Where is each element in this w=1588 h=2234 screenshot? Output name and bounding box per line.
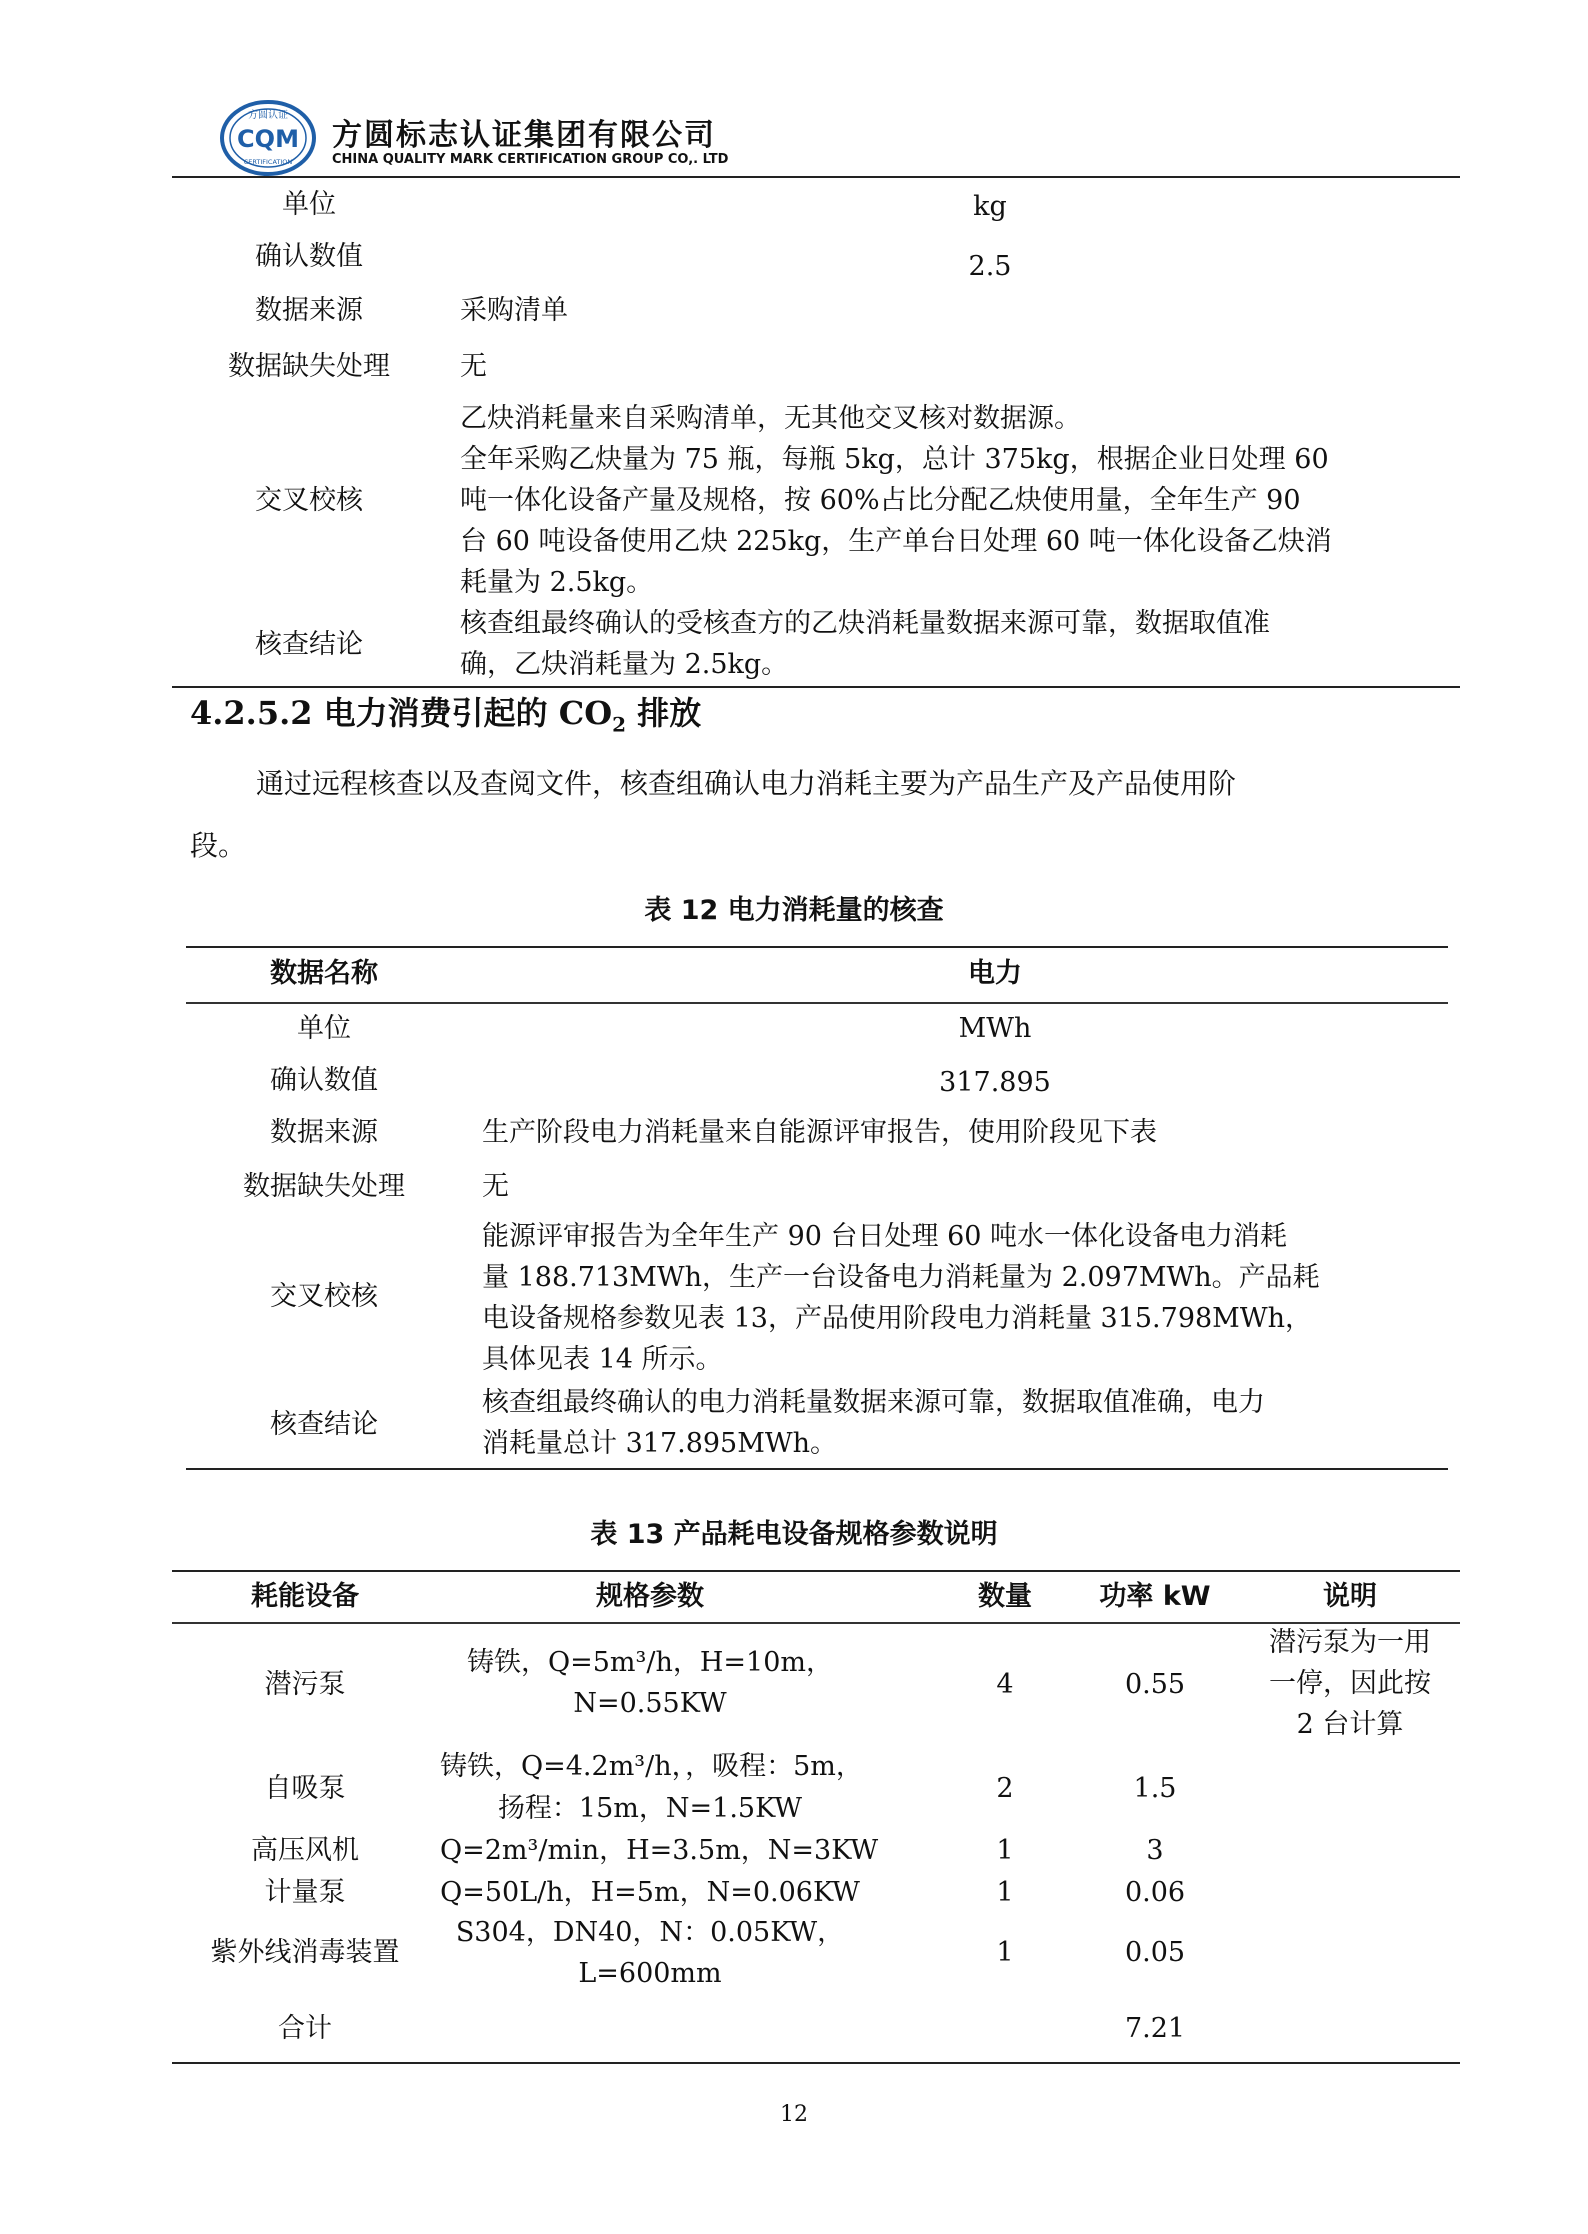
t13-caption: 表 13 产品耗电设备规格参数说明	[590, 1519, 998, 1550]
t12-cross-line-3: 电设备规格参数见表 13，产品使用阶段电力消耗量 315.798MWh，	[482, 1303, 1312, 1334]
t12-confirmed-value: 317.895	[939, 1067, 1051, 1098]
t13-row4-device: 计量泵	[264, 1877, 346, 1908]
page-header	[218, 98, 1458, 176]
t11-cross-line-5: 耗量为 2.5kg。	[460, 567, 654, 598]
t13-header-note: 说明	[1323, 1581, 1377, 1612]
t12-source-label: 数据来源	[270, 1117, 378, 1148]
t13-row1-qty: 4	[996, 1669, 1014, 1700]
t13-row5-spec-2: L=600mm	[578, 1958, 722, 1989]
t13-row4-spec-1: Q=50L/h，H=5m，N=0.06KW	[440, 1877, 860, 1908]
t12-top-rule	[186, 946, 1448, 948]
t13-row5-device: 紫外线消毒装置	[210, 1937, 400, 1968]
t12-cross-line-1: 能源评审报告为全年生产 90 台日处理 60 吨水一体化设备电力消耗	[482, 1221, 1288, 1252]
t13-row3-qty: 1	[996, 1835, 1014, 1866]
t11-cross-line-4: 台 60 吨设备使用乙炔 225kg，生产单台日处理 60 吨一体化设备乙炔消	[460, 526, 1332, 557]
t12-confirmed-label: 确认数值	[270, 1065, 378, 1096]
company-name-en: CHINA QUALITY MARK CERTIFICATION GROUP CO,. LTD	[332, 152, 729, 167]
t13-header-power: 功率 kW	[1099, 1581, 1211, 1612]
t13-row2-power: 1.5	[1133, 1773, 1177, 1804]
t13-row1-device: 潜污泵	[264, 1669, 346, 1700]
company-name-cn: 方圆标志认证集团有限公司	[332, 118, 716, 153]
t12-header-rule	[186, 1002, 1448, 1004]
t11-conclusion-line-1: 核查组最终确认的受核查方的乙炔消耗量数据来源可靠，数据取值准	[460, 608, 1270, 639]
t13-row5-qty: 1	[996, 1937, 1014, 1968]
t12-unit-label: 单位	[297, 1013, 351, 1044]
t12-unit-value: MWh	[958, 1013, 1032, 1044]
t13-row2-spec-2: 扬程：15m，N=1.5KW	[497, 1793, 803, 1824]
t13-top-rule	[172, 1570, 1460, 1572]
t13-row2-device: 自吸泵	[264, 1773, 346, 1804]
svg-text:CERTIFICATION: CERTIFICATION	[243, 158, 293, 166]
t12-missing-value: 无	[482, 1171, 509, 1202]
t12-bottom-rule	[186, 1468, 1448, 1470]
t13-row1-note-1: 潜污泵为一用	[1269, 1627, 1431, 1658]
t13-header-device: 耗能设备	[251, 1581, 359, 1612]
t12-header-value: 电力	[968, 958, 1022, 989]
t12-conclusion-line-2: 消耗量总计 317.895MWh。	[482, 1428, 838, 1459]
header-divider	[172, 176, 1460, 178]
t13-row3-spec-1: Q=2m³/min，H=3.5m，N=3KW	[440, 1835, 879, 1866]
t12-caption: 表 12 电力消耗量的核查	[644, 895, 944, 926]
t13-row1-note-3: 2 台计算	[1296, 1709, 1404, 1740]
t12-missing-label: 数据缺失处理	[243, 1171, 405, 1202]
t13-header-spec: 规格参数	[596, 1581, 704, 1612]
svg-text:方圆认证: 方圆认证	[248, 110, 288, 121]
section-paragraph-line-2: 段。	[190, 829, 247, 862]
t13-row5-spec-1: S304，DN40，N：0.05KW，	[455, 1917, 845, 1948]
section-paragraph-line-1: 通过远程核查以及查阅文件，核查组确认电力消耗主要为产品生产及产品使用阶	[256, 767, 1237, 800]
t13-row4-power: 0.06	[1124, 1877, 1186, 1908]
section-heading: 4.2.5.2 电力消费引起的 $CO_2$ 排放	[190, 694, 702, 737]
t12-cross-label: 交叉校核	[270, 1281, 378, 1312]
t11-source-label: 数据来源	[255, 295, 363, 326]
t11-cross-label: 交叉校核	[255, 485, 363, 516]
t11-source-value: 采购清单	[460, 295, 568, 326]
t13-row2-qty: 2	[996, 1773, 1014, 1804]
t13-header-qty: 数量	[978, 1581, 1032, 1612]
t13-row3-device: 高压风机	[251, 1835, 359, 1866]
t13-total-label: 合计	[278, 2013, 332, 2044]
t11-unit-value: kg	[973, 191, 1007, 222]
t13-row1-power: 0.55	[1124, 1669, 1186, 1700]
t12-conclusion-label: 核查结论	[270, 1409, 378, 1440]
t12-source-value: 生产阶段电力消耗量来自能源评审报告，使用阶段见下表	[482, 1117, 1157, 1148]
t11-missing-value: 无	[460, 351, 487, 382]
t12-header-name: 数据名称	[270, 958, 378, 989]
t12-cross-line-4: 具体见表 14 所示。	[482, 1344, 723, 1375]
t13-row2-spec-1: 铸铁，Q=4.2m³/h，，吸程：5m，	[440, 1751, 863, 1782]
t11-conclusion-line-2: 确，乙炔消耗量为 2.5kg。	[460, 649, 789, 680]
t11-confirmed-label: 确认数值	[255, 241, 363, 272]
t13-row1-spec-2: N=0.55KW	[573, 1688, 727, 1719]
t11-cross-line-2: 全年采购乙炔量为 75 瓶，每瓶 5kg，总计 375kg，根据企业日处理 60	[460, 444, 1329, 475]
page-number: 12	[780, 2102, 808, 2127]
t11-unit-label: 单位	[282, 189, 336, 220]
t12-conclusion-line-1: 核查组最终确认的电力消耗量数据来源可靠，数据取值准确，电力	[482, 1387, 1265, 1418]
t13-row5-power: 0.05	[1124, 1937, 1186, 1968]
t13-row3-power: 3	[1146, 1835, 1164, 1866]
t13-total-power: 7.21	[1124, 2013, 1186, 2044]
t11-conclusion-label: 核查结论	[255, 629, 363, 660]
t11-confirmed-value: 2.5	[968, 251, 1012, 282]
t11-missing-label: 数据缺失处理	[228, 351, 390, 382]
t13-row1-note-2: 一停，因此按	[1269, 1668, 1431, 1699]
t13-row1-spec-1: 铸铁，Q=5m³/h，H=10m，	[467, 1647, 833, 1678]
cqm-logo	[218, 98, 318, 178]
t13-bottom-rule	[172, 2062, 1460, 2064]
t13-row4-qty: 1	[996, 1877, 1014, 1908]
svg-text:CQM: CQM	[237, 125, 299, 153]
t11-cross-line-3: 吨一体化设备产量及规格，按 60%占比分配乙炔使用量，全年生产 90	[460, 485, 1301, 516]
t11-cross-line-1: 乙炔消耗量来自采购清单，无其他交叉核对数据源。	[460, 403, 1081, 434]
t12-cross-line-2: 量 188.713MWh，生产一台设备电力消耗量为 2.097MWh。产品耗	[482, 1262, 1320, 1293]
